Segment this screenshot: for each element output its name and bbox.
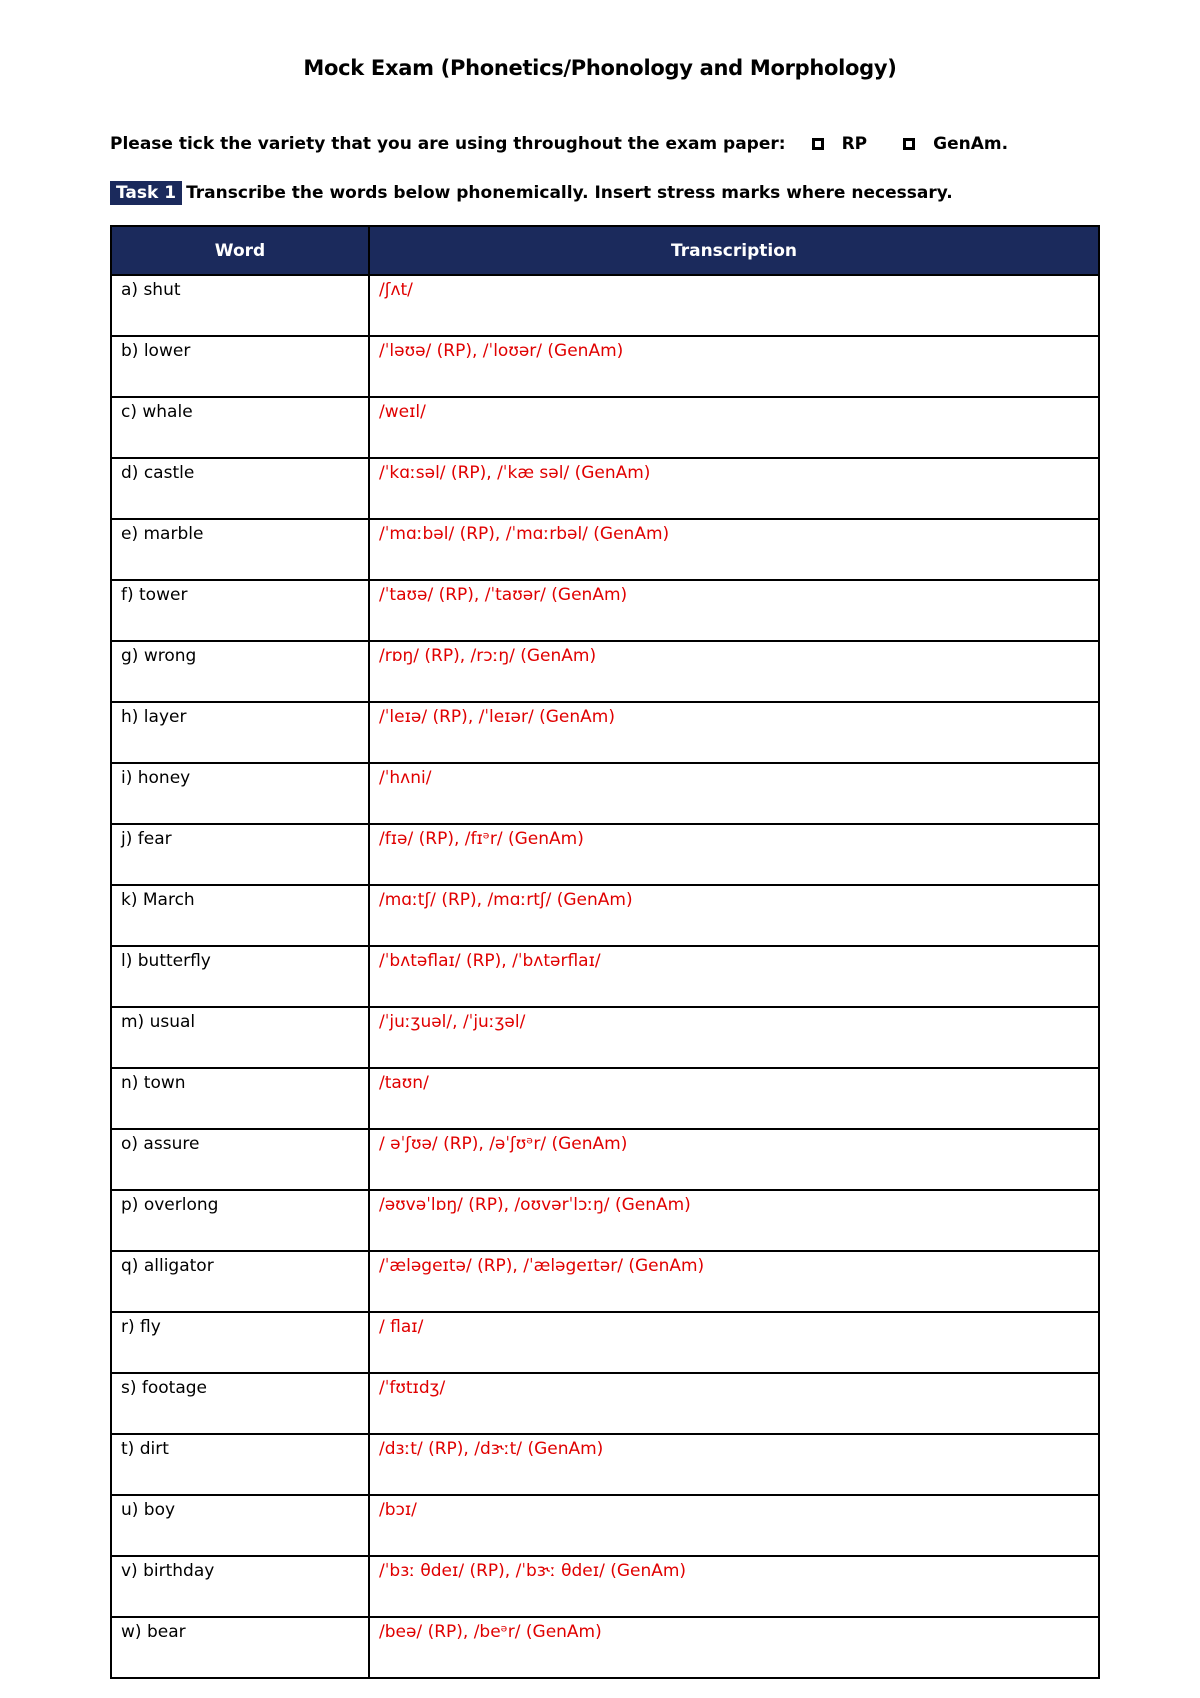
word-cell: c) whale bbox=[111, 397, 369, 458]
word-cell: r) fly bbox=[111, 1312, 369, 1373]
word-cell: f) tower bbox=[111, 580, 369, 641]
table-row bbox=[111, 1068, 1099, 1129]
task-instruction: Transcribe the words below phonemically. Insert stress marks where necessary. bbox=[186, 183, 953, 203]
table-body bbox=[111, 275, 1099, 1678]
transcription-cell[interactable]: /ˈbʌtəflaɪ/ (RP), /ˈbʌtərflaɪ/ bbox=[369, 946, 1099, 1007]
word-cell: k) March bbox=[111, 885, 369, 946]
task-badge: Task 1 bbox=[110, 181, 182, 205]
table-row bbox=[111, 458, 1099, 519]
word-cell: e) marble bbox=[111, 519, 369, 580]
table-row bbox=[111, 1190, 1099, 1251]
header-transcription: Transcription bbox=[369, 226, 1099, 275]
table-row bbox=[111, 946, 1099, 1007]
transcription-cell[interactable]: /ˈmɑːbəl/ (RP), /ˈmɑːrbəl/ (GenAm) bbox=[369, 519, 1099, 580]
transcription-cell[interactable]: /əʊvəˈlɒŋ/ (RP), /oʊvərˈlɔːŋ/ (GenAm) bbox=[369, 1190, 1099, 1251]
table-row bbox=[111, 1129, 1099, 1190]
header-word: Word bbox=[111, 226, 369, 275]
table-row bbox=[111, 519, 1099, 580]
table-row bbox=[111, 641, 1099, 702]
word-cell: g) wrong bbox=[111, 641, 369, 702]
table-row bbox=[111, 1617, 1099, 1678]
table-row bbox=[111, 336, 1099, 397]
transcription-cell[interactable]: /dɜːt/ (RP), /dɝːt/ (GenAm) bbox=[369, 1434, 1099, 1495]
word-cell: w) bear bbox=[111, 1617, 369, 1678]
task-heading bbox=[110, 181, 953, 205]
transcription-cell[interactable]: /fɪə/ (RP), /fɪᵊr/ (GenAm) bbox=[369, 824, 1099, 885]
transcription-cell[interactable]: /ˈfʊtɪdʒ/ bbox=[369, 1373, 1099, 1434]
rp-checkbox[interactable] bbox=[812, 138, 824, 150]
word-cell: d) castle bbox=[111, 458, 369, 519]
word-cell: p) overlong bbox=[111, 1190, 369, 1251]
word-cell: j) fear bbox=[111, 824, 369, 885]
rp-label: RP bbox=[841, 134, 868, 154]
table-row bbox=[111, 1007, 1099, 1068]
table-row bbox=[111, 1373, 1099, 1434]
word-cell: h) layer bbox=[111, 702, 369, 763]
transcription-cell[interactable]: / əˈʃʊə/ (RP), /əˈʃʊᵊr/ (GenAm) bbox=[369, 1129, 1099, 1190]
word-cell: t) dirt bbox=[111, 1434, 369, 1495]
table-row bbox=[111, 763, 1099, 824]
variety-prompt: Please tick the variety that you are using throughout the exam paper: bbox=[110, 134, 786, 154]
transcription-cell[interactable]: /ʃʌt/ bbox=[369, 275, 1099, 336]
transcription-cell[interactable]: /taʊn/ bbox=[369, 1068, 1099, 1129]
transcription-cell[interactable]: /ˈbɜː θdeɪ/ (RP), /ˈbɝː θdeɪ/ (GenAm) bbox=[369, 1556, 1099, 1617]
word-cell: b) lower bbox=[111, 336, 369, 397]
transcription-cell[interactable]: /rɒŋ/ (RP), /rɔːŋ/ (GenAm) bbox=[369, 641, 1099, 702]
page-title: Mock Exam (Phonetics/Phonology and Morphology) bbox=[303, 56, 897, 80]
transcription-cell[interactable]: /ˈləʊə/ (RP), /ˈloʊər/ (GenAm) bbox=[369, 336, 1099, 397]
word-cell: n) town bbox=[111, 1068, 369, 1129]
table-row bbox=[111, 1312, 1099, 1373]
table-row bbox=[111, 1434, 1099, 1495]
word-cell: a) shut bbox=[111, 275, 369, 336]
word-cell: u) boy bbox=[111, 1495, 369, 1556]
transcription-cell[interactable]: /beə/ (RP), /beᵊr/ (GenAm) bbox=[369, 1617, 1099, 1678]
genam-checkbox[interactable] bbox=[903, 138, 915, 150]
word-cell: l) butterfly bbox=[111, 946, 369, 1007]
transcription-cell[interactable]: /ˈjuːʒuəl/, /ˈjuːʒəl/ bbox=[369, 1007, 1099, 1068]
transcription-cell[interactable]: /mɑːtʃ/ (RP), /mɑːrtʃ/ (GenAm) bbox=[369, 885, 1099, 946]
table-row bbox=[111, 885, 1099, 946]
word-cell: q) alligator bbox=[111, 1251, 369, 1312]
word-cell: m) usual bbox=[111, 1007, 369, 1068]
word-cell: o) assure bbox=[111, 1129, 369, 1190]
transcription-cell[interactable]: /ˈæləgeɪtə/ (RP), /ˈæləgeɪtər/ (GenAm) bbox=[369, 1251, 1099, 1312]
transcription-cell[interactable]: /ˈkɑːsəl/ (RP), /ˈkæ səl/ (GenAm) bbox=[369, 458, 1099, 519]
table-row bbox=[111, 702, 1099, 763]
word-cell: i) honey bbox=[111, 763, 369, 824]
transcription-cell[interactable]: /ˈhʌni/ bbox=[369, 763, 1099, 824]
table-header-row bbox=[111, 226, 1099, 275]
table-row bbox=[111, 397, 1099, 458]
transcription-cell[interactable]: /weɪl/ bbox=[369, 397, 1099, 458]
table-row bbox=[111, 1495, 1099, 1556]
transcription-table bbox=[110, 225, 1100, 1679]
table-row bbox=[111, 824, 1099, 885]
word-cell: s) footage bbox=[111, 1373, 369, 1434]
genam-label: GenAm. bbox=[933, 134, 1009, 154]
table-row bbox=[111, 580, 1099, 641]
word-cell: v) birthday bbox=[111, 1556, 369, 1617]
table-row bbox=[111, 1251, 1099, 1312]
transcription-cell[interactable]: /bɔɪ/ bbox=[369, 1495, 1099, 1556]
transcription-cell[interactable]: / flaɪ/ bbox=[369, 1312, 1099, 1373]
transcription-cell[interactable]: /ˈtaʊə/ (RP), /ˈtaʊər/ (GenAm) bbox=[369, 580, 1099, 641]
table-row bbox=[111, 275, 1099, 336]
transcription-cell[interactable]: /ˈleɪə/ (RP), /ˈleɪər/ (GenAm) bbox=[369, 702, 1099, 763]
variety-selection bbox=[110, 134, 1008, 154]
table-row bbox=[111, 1556, 1099, 1617]
